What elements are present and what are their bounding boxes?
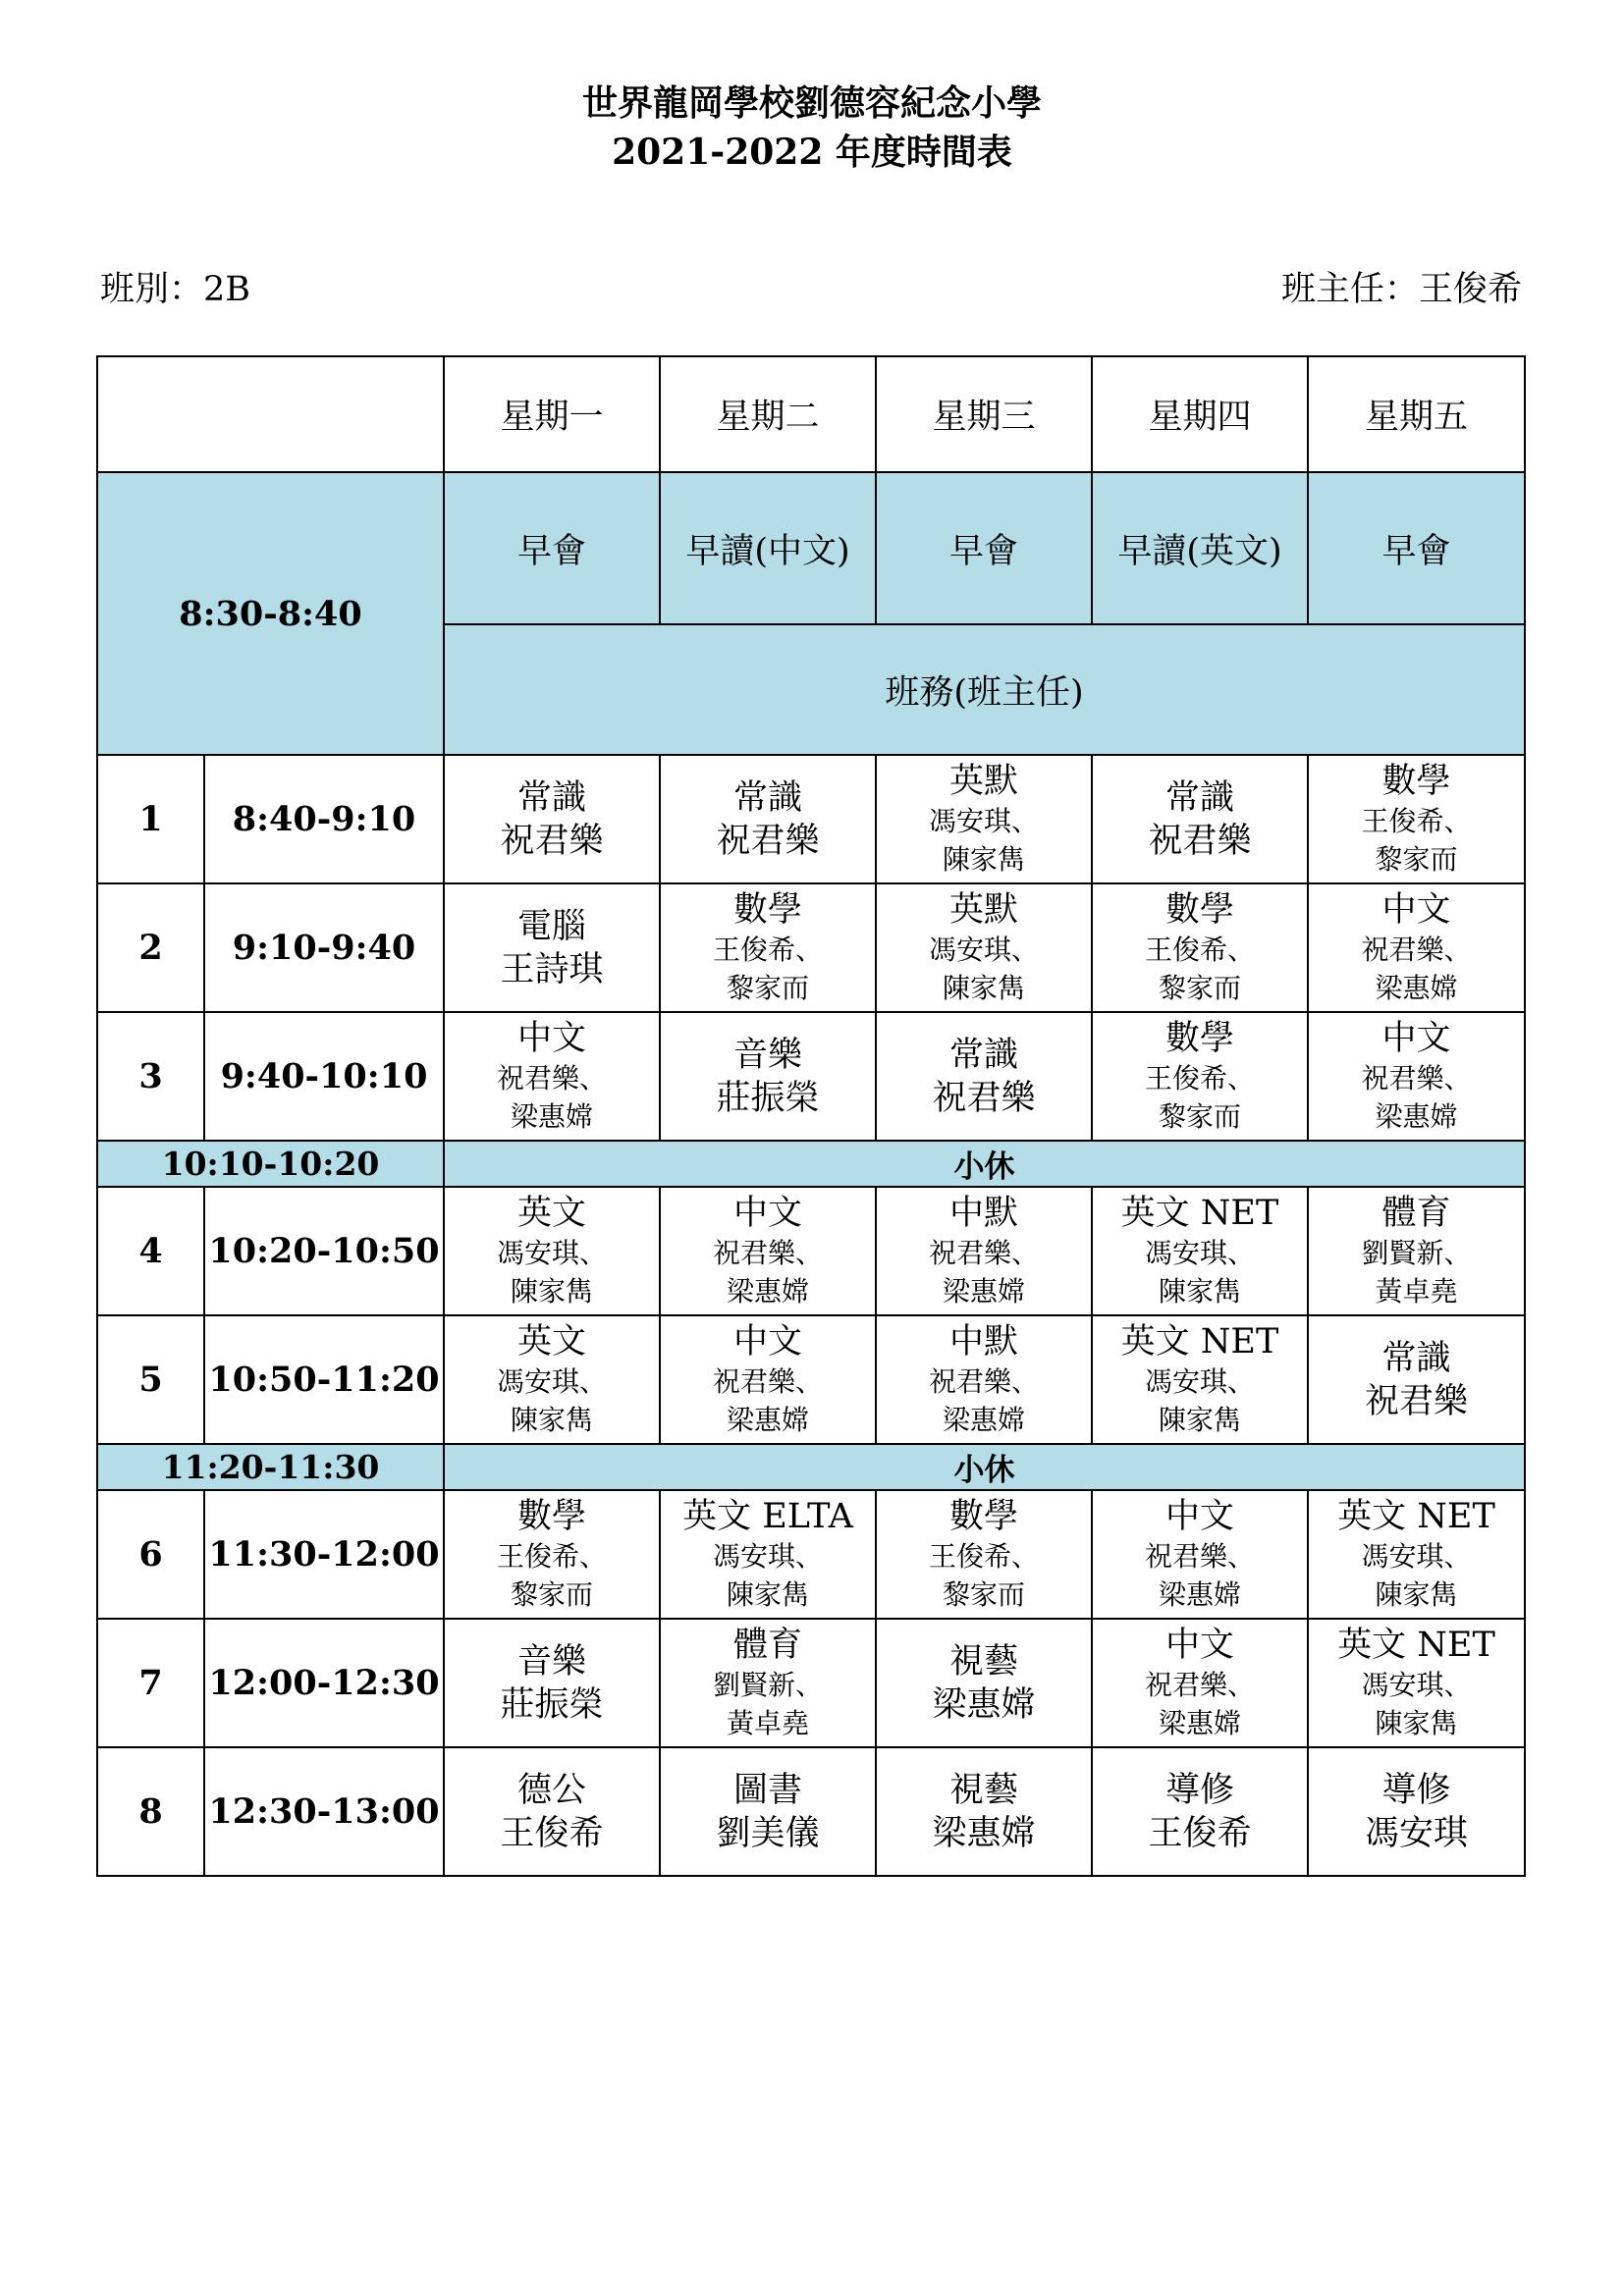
- lesson-cell: [660, 1187, 876, 1315]
- lesson-cell: [444, 755, 660, 883]
- subject: 英文 NET: [1337, 1496, 1495, 1536]
- teacher-name: 陳家雋: [726, 1577, 809, 1611]
- assembly-activity: 早讀(中文): [660, 472, 876, 624]
- teacher-name: 陳家雋: [1375, 1577, 1458, 1611]
- subject: 英默: [948, 761, 1018, 801]
- assembly-activity: 早會: [444, 472, 660, 624]
- period-row: [97, 1315, 1525, 1444]
- lesson-cell: [660, 755, 876, 883]
- lesson-cell: [876, 1490, 1092, 1619]
- lesson-cell: [1092, 1619, 1308, 1747]
- teacher-name: 黎家而: [726, 971, 809, 1004]
- subject: 常識: [516, 777, 586, 818]
- teacher-name: 梁惠嫦: [1158, 1577, 1241, 1611]
- teacher-name: 祝君樂: [932, 1078, 1036, 1118]
- subject: 導修: [1381, 1770, 1451, 1810]
- teacher-name: 黎家而: [1375, 842, 1458, 876]
- period-number: 7: [97, 1619, 204, 1747]
- subject: 英文: [516, 1193, 586, 1233]
- teacher-name: 馮安琪、: [1144, 1236, 1255, 1269]
- lesson-cell: [1308, 755, 1525, 883]
- teacher-name: 祝君樂、: [1144, 1668, 1255, 1701]
- teacher-name: 梁惠嫦: [510, 1099, 593, 1133]
- subject: 中文: [1381, 889, 1451, 930]
- day-header: 星期二: [660, 356, 876, 472]
- timetable: [96, 355, 1526, 1877]
- break-time: 11:20-11:30: [97, 1444, 444, 1490]
- teacher-name: 黎家而: [510, 1577, 593, 1611]
- lesson-cell: [444, 1012, 660, 1141]
- period-row: [97, 1747, 1525, 1876]
- teacher-name: 陳家雋: [1375, 1706, 1458, 1739]
- teacher-name: 梁惠嫦: [1375, 1099, 1458, 1133]
- lesson-cell: [444, 1747, 660, 1876]
- break-row: [97, 1141, 1525, 1187]
- teacher-name: 祝君樂: [1148, 821, 1252, 861]
- subject: 體育: [1381, 1193, 1451, 1233]
- teacher-name: 梁惠嫦: [726, 1403, 809, 1436]
- teacher-name: 劉賢新、: [712, 1668, 823, 1701]
- subject: 中文: [732, 1193, 802, 1233]
- lesson-cell: [1308, 1187, 1525, 1315]
- teacher-name: 王俊希、: [1361, 804, 1472, 837]
- break-row: [97, 1444, 1525, 1490]
- break-time: 10:10-10:20: [97, 1141, 444, 1187]
- subject: 中默: [948, 1193, 1018, 1233]
- teacher-name: 梁惠嫦: [726, 1274, 809, 1308]
- lesson-cell: [1092, 1315, 1308, 1444]
- lesson-cell: [876, 1012, 1092, 1141]
- lesson-cell: [1308, 1490, 1525, 1619]
- subject: 電腦: [516, 906, 586, 946]
- period-row: [97, 883, 1525, 1012]
- lesson-cell: [876, 755, 1092, 883]
- teacher-name: 祝君樂: [1364, 1381, 1468, 1421]
- teacher-name: 黎家而: [1158, 1099, 1241, 1133]
- teacher-name: 陳家雋: [510, 1274, 593, 1308]
- teacher-name: 王詩琪: [500, 949, 604, 989]
- teacher-name: 祝君樂、: [1361, 933, 1472, 966]
- subject: 英文 ELTA: [682, 1496, 853, 1536]
- subject: 圖書: [732, 1770, 802, 1810]
- teacher-name: 梁惠嫦: [932, 1813, 1036, 1853]
- period-time: 12:30-13:00: [204, 1747, 444, 1876]
- teacher-name: 劉美儀: [716, 1813, 820, 1853]
- teacher-name: 劉賢新、: [1361, 1236, 1472, 1269]
- teacher-name: 祝君樂、: [928, 1364, 1039, 1398]
- teacher-name: 馮安琪、: [928, 933, 1039, 966]
- teacher-name: 祝君樂、: [928, 1236, 1039, 1269]
- subject: 英默: [948, 889, 1018, 930]
- lesson-cell: [876, 1619, 1092, 1747]
- subject: 數學: [1164, 889, 1234, 930]
- subject: 視藝: [948, 1641, 1018, 1682]
- lesson-cell: [876, 1187, 1092, 1315]
- teacher-name: 祝君樂、: [496, 1061, 607, 1095]
- lesson-cell: [660, 1619, 876, 1747]
- class-affairs: 班務(班主任): [444, 624, 1525, 755]
- teacher-name: 馮安琪、: [496, 1236, 607, 1269]
- subject: 數學: [732, 889, 802, 930]
- subject: 常識: [1164, 777, 1234, 818]
- teacher-name: 梁惠嫦: [1158, 1706, 1241, 1739]
- assembly-activity: 早會: [1308, 472, 1525, 624]
- teacher-name: 黃卓堯: [1375, 1274, 1458, 1308]
- teacher-name: 莊振榮: [500, 1684, 604, 1725]
- teacher-name: 黃卓堯: [726, 1706, 809, 1739]
- teacher-name: 陳家雋: [1158, 1274, 1241, 1308]
- period-number: 2: [97, 883, 204, 1012]
- teacher-name: 馮安琪、: [928, 804, 1039, 837]
- break-label: 小休: [444, 1141, 1525, 1187]
- day-header-row: [97, 356, 1525, 472]
- teacher-name: 王俊希、: [712, 933, 823, 966]
- day-header: 星期一: [444, 356, 660, 472]
- teacher-name: 祝君樂、: [1361, 1061, 1472, 1095]
- teacher-name: 梁惠嫦: [942, 1403, 1025, 1436]
- subject: 英文 NET: [1120, 1193, 1279, 1233]
- subject: 中文: [732, 1321, 802, 1362]
- teacher-name: 祝君樂、: [712, 1236, 823, 1269]
- period-time: 10:20-10:50: [204, 1187, 444, 1315]
- period-number: 5: [97, 1315, 204, 1444]
- teacher-name: 陳家雋: [942, 842, 1025, 876]
- teacher-name: 王俊希、: [1144, 933, 1255, 966]
- subject: 數學: [516, 1496, 586, 1536]
- period-time: 12:00-12:30: [204, 1619, 444, 1747]
- subject: 數學: [948, 1496, 1018, 1536]
- lesson-cell: [1308, 1315, 1525, 1444]
- lesson-cell: [444, 1315, 660, 1444]
- school-name: 世界龍岡學校劉德容紀念小學: [581, 82, 1042, 124]
- assembly-activity: 早讀(英文): [1092, 472, 1308, 624]
- subject: 中文: [1381, 1018, 1451, 1058]
- lesson-cell: [444, 1619, 660, 1747]
- lesson-cell: [660, 883, 876, 1012]
- lesson-cell: [876, 883, 1092, 1012]
- lesson-cell: [1308, 1619, 1525, 1747]
- subject: 中文: [516, 1018, 586, 1058]
- corner-cell: [97, 356, 444, 472]
- subject: 中文: [1164, 1625, 1234, 1665]
- lesson-cell: [876, 1747, 1092, 1876]
- subject: 視藝: [948, 1770, 1018, 1810]
- teacher-name: 王俊希: [500, 1813, 604, 1853]
- teacher-name: 馮安琪、: [1144, 1364, 1255, 1398]
- period-time: 11:30-12:00: [204, 1490, 444, 1619]
- lesson-cell: [876, 1315, 1092, 1444]
- period-row: [97, 1012, 1525, 1141]
- period-row: [97, 1619, 1525, 1747]
- lesson-cell: [1092, 883, 1308, 1012]
- lesson-cell: [1092, 1490, 1308, 1619]
- teacher-name: 王俊希、: [1144, 1061, 1255, 1095]
- teacher-name: 梁惠嫦: [932, 1684, 1036, 1725]
- lesson-cell: [1092, 1012, 1308, 1141]
- subject: 中默: [948, 1321, 1018, 1362]
- subject: 中文: [1164, 1496, 1234, 1536]
- period-time: 9:40-10:10: [204, 1012, 444, 1141]
- lesson-cell: [444, 1187, 660, 1315]
- period-row: [97, 1490, 1525, 1619]
- day-header: 星期三: [876, 356, 1092, 472]
- period-time: 8:40-9:10: [204, 755, 444, 883]
- teacher-name: 王俊希、: [496, 1539, 607, 1573]
- teacher-name: 祝君樂、: [1144, 1539, 1255, 1573]
- teacher-name: 祝君樂: [500, 821, 604, 861]
- subject: 音樂: [732, 1035, 802, 1075]
- lesson-cell: [660, 1747, 876, 1876]
- subject: 常識: [1381, 1338, 1451, 1378]
- class-label: 班別：2B: [100, 270, 250, 309]
- teacher-name: 陳家雋: [942, 971, 1025, 1004]
- subject: 常識: [732, 777, 802, 818]
- teacher-name: 馮安琪: [1364, 1813, 1468, 1853]
- teacher-name: 馮安琪、: [496, 1364, 607, 1398]
- class-teacher-label: 班主任：王俊希: [1280, 270, 1522, 309]
- lesson-cell: [444, 1490, 660, 1619]
- subject: 常識: [948, 1035, 1018, 1075]
- period-time: 9:10-9:40: [204, 883, 444, 1012]
- lesson-cell: [660, 1012, 876, 1141]
- assembly-activity: 早會: [876, 472, 1092, 624]
- teacher-name: 祝君樂、: [712, 1364, 823, 1398]
- subject: 數學: [1381, 761, 1451, 801]
- teacher-name: 馮安琪、: [712, 1539, 823, 1573]
- lesson-cell: [1308, 883, 1525, 1012]
- lesson-cell: [444, 883, 660, 1012]
- teacher-name: 王俊希: [1148, 1813, 1252, 1853]
- period-number: 3: [97, 1012, 204, 1141]
- period-time: 10:50-11:20: [204, 1315, 444, 1444]
- period-number: 6: [97, 1490, 204, 1619]
- timetable-title: 2021-2022 年度時間表: [612, 132, 1012, 173]
- teacher-name: 黎家而: [1158, 971, 1241, 1004]
- teacher-name: 黎家而: [942, 1577, 1025, 1611]
- lesson-cell: [660, 1490, 876, 1619]
- teacher-name: 馮安琪、: [1361, 1539, 1472, 1573]
- subject: 導修: [1164, 1770, 1234, 1810]
- lesson-cell: [1308, 1012, 1525, 1141]
- period-row: [97, 1187, 1525, 1315]
- break-label: 小休: [444, 1444, 1525, 1490]
- teacher-name: 莊振榮: [716, 1078, 820, 1118]
- period-number: 4: [97, 1187, 204, 1315]
- lesson-cell: [660, 1315, 876, 1444]
- period-number: 1: [97, 755, 204, 883]
- subject: 英文 NET: [1120, 1321, 1279, 1362]
- period-number: 8: [97, 1747, 204, 1876]
- subject: 音樂: [516, 1641, 586, 1682]
- lesson-cell: [1092, 1187, 1308, 1315]
- subject: 英文: [516, 1321, 586, 1362]
- teacher-name: 梁惠嫦: [942, 1274, 1025, 1308]
- subject: 數學: [1164, 1018, 1234, 1058]
- subject: 體育: [732, 1625, 802, 1665]
- teacher-name: 梁惠嫦: [1375, 971, 1458, 1004]
- subject: 英文 NET: [1337, 1625, 1495, 1665]
- day-header: 星期四: [1092, 356, 1308, 472]
- lesson-cell: [1092, 1747, 1308, 1876]
- assembly-row: [97, 472, 1525, 624]
- period-row: [97, 755, 1525, 883]
- teacher-name: 王俊希、: [928, 1539, 1039, 1573]
- lesson-cell: [1092, 755, 1308, 883]
- teacher-name: 馮安琪、: [1361, 1668, 1472, 1701]
- teacher-name: 祝君樂: [716, 821, 820, 861]
- assembly-time: 8:30-8:40: [97, 472, 444, 755]
- teacher-name: 陳家雋: [1158, 1403, 1241, 1436]
- teacher-name: 陳家雋: [510, 1403, 593, 1436]
- lesson-cell: [1308, 1747, 1525, 1876]
- day-header: 星期五: [1308, 356, 1525, 472]
- subject: 德公: [516, 1770, 586, 1810]
